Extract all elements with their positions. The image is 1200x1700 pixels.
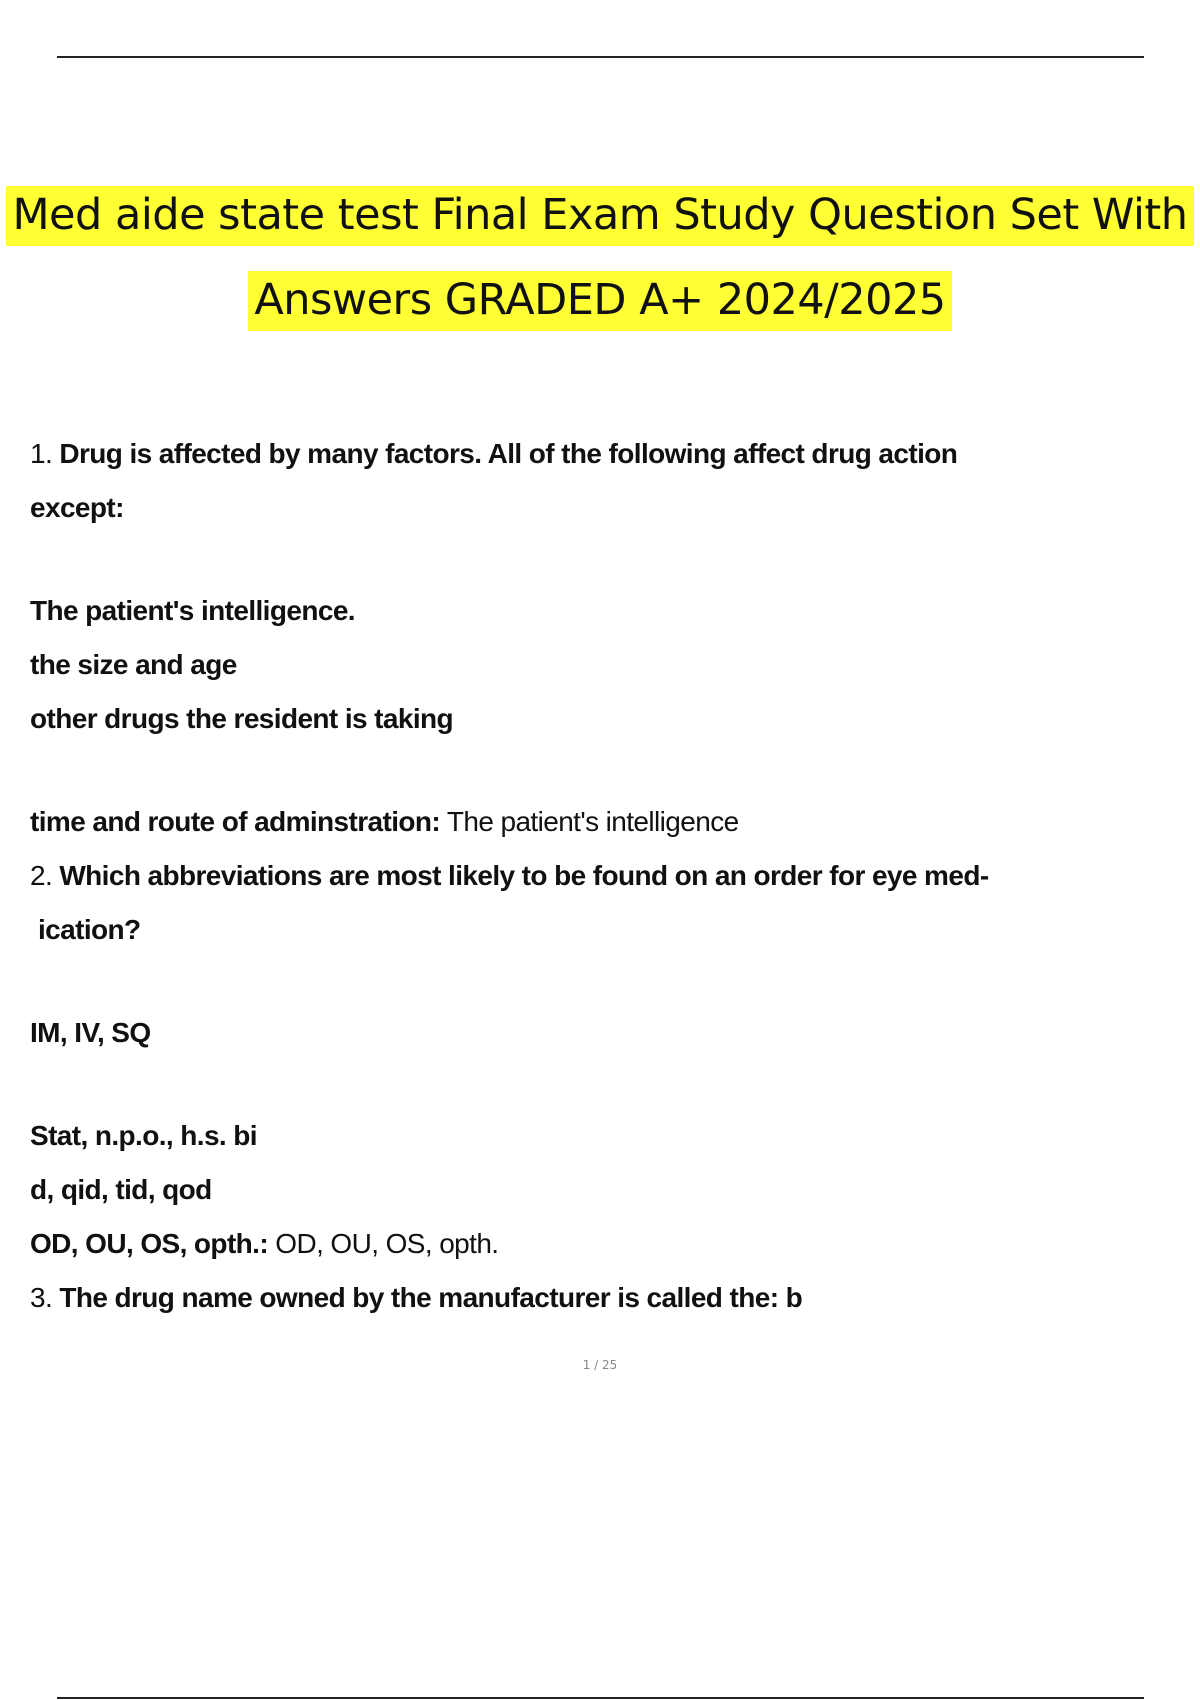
q1-question-line-1 bbox=[30, 427, 957, 481]
q2-option-2: Stat, n.p.o., h.s. bi bbox=[30, 1120, 257, 1151]
q2-question-text-1: Which abbreviations are most likely to be found on an order for eye med- bbox=[59, 860, 989, 891]
title-highlight-2: Answers GRADED A+ 2024/2025 bbox=[248, 271, 951, 331]
page-indicator: 1 / 25 bbox=[582, 1358, 618, 1372]
top-rule bbox=[57, 56, 1144, 58]
document-title-line-2 bbox=[0, 275, 1200, 325]
title-highlight-1: Med aide state test Final Exam Study Question Set With bbox=[6, 186, 1193, 246]
q1-answer-text: The patient's intelligence bbox=[446, 806, 739, 837]
q2-question-line-1 bbox=[30, 849, 989, 903]
q2-number: 2. bbox=[30, 860, 53, 891]
q2-option-3: d, qid, tid, qod bbox=[30, 1174, 212, 1205]
bottom-rule bbox=[57, 1697, 1144, 1699]
q3-number: 3. bbox=[30, 1282, 53, 1313]
q1-question-text-1: Drug is affected by many factors. All of the following affect drug action bbox=[59, 438, 958, 469]
q1-number: 1. bbox=[30, 438, 53, 469]
q2-answer-label: OD, OU, OS, opth.: bbox=[30, 1228, 269, 1259]
q1-answer-line bbox=[30, 795, 739, 849]
q1-option-2: the size and age bbox=[30, 649, 237, 680]
q3-question-line-1 bbox=[30, 1271, 802, 1325]
q1-question-line-2: except: bbox=[30, 492, 124, 523]
q2-answer-line bbox=[30, 1217, 498, 1271]
q2-question-line-2: ication? bbox=[38, 914, 141, 945]
q2-option-1: IM, IV, SQ bbox=[30, 1017, 151, 1048]
document-title-line-1 bbox=[0, 190, 1200, 240]
q1-option-3: other drugs the resident is taking bbox=[30, 703, 454, 734]
q2-answer-text: OD, OU, OS, opth. bbox=[275, 1228, 499, 1259]
q1-answer-label: time and route of adminstration: bbox=[30, 806, 441, 837]
q1-option-1: The patient's intelligence. bbox=[30, 595, 355, 626]
q3-question-text-1: The drug name owned by the manufacturer is called the: b bbox=[59, 1282, 803, 1313]
